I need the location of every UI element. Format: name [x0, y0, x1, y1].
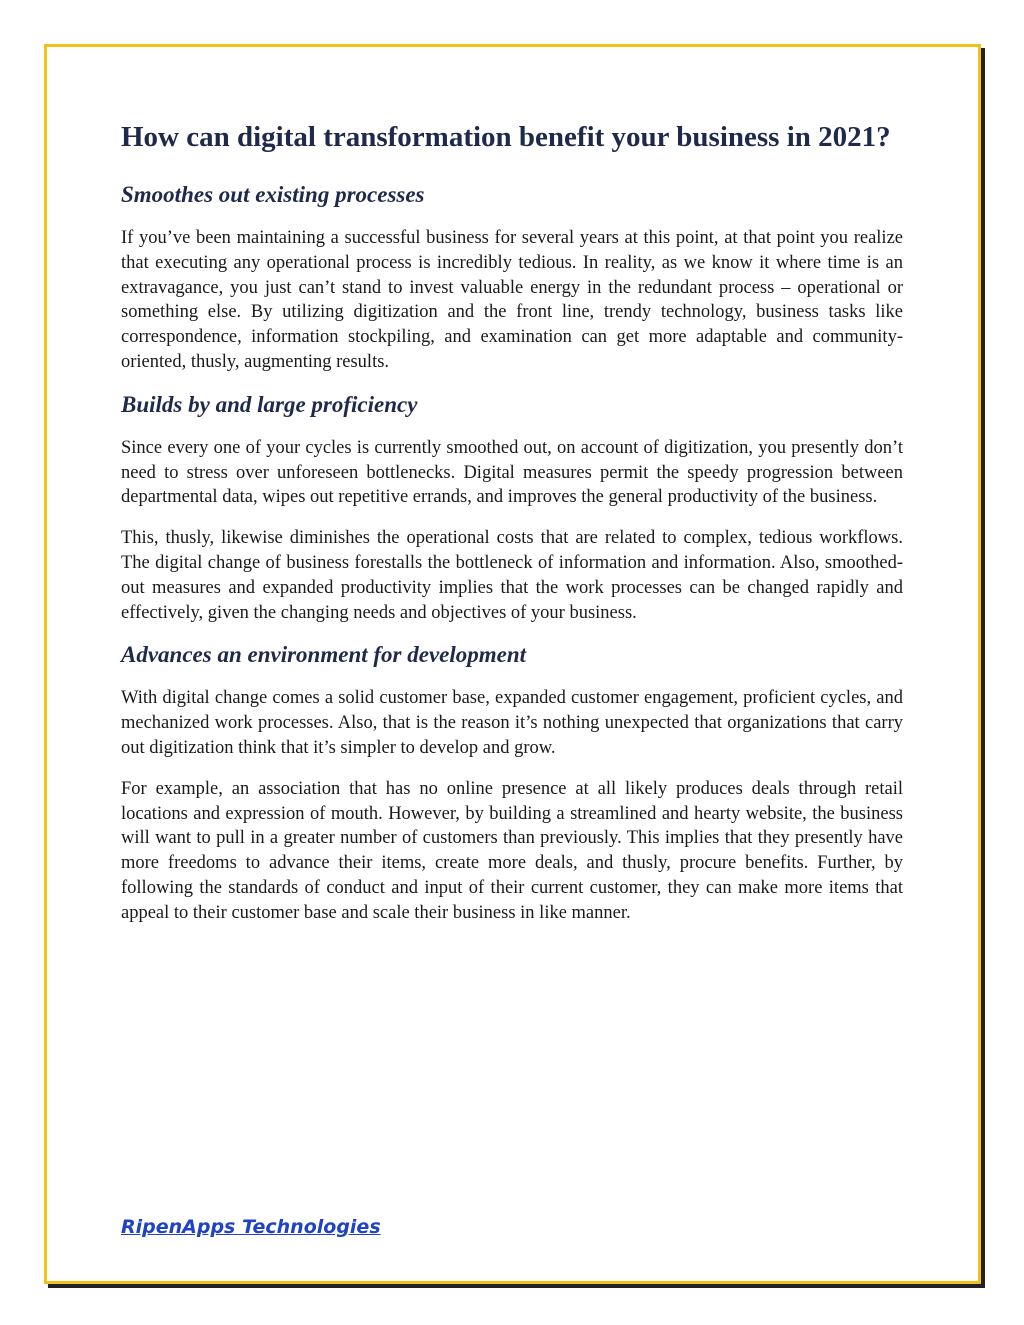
section-builds-proficiency	[121, 391, 903, 626]
paragraph: With digital change comes a solid customer base, expanded customer engagement, proficient cycles, and mechanized work processes. Also, that is the reason it’s nothing unexpected that organizations that carry out digitization think that it’s simpler to develop and grow.	[121, 688, 903, 758]
section-heading: Builds by and large proficiency	[121, 391, 418, 417]
ripenapps-link[interactable]: RipenApps Technologies	[121, 1216, 381, 1238]
document-body	[121, 118, 903, 942]
section-smoothes-out	[121, 181, 903, 375]
paragraph: Since every one of your cycles is currently smoothed out, on account of digitization, you presently don’t need to stress over unforeseen bottlenecks. Digital measures permit the speedy progression between departmental data, wipes out repetitive errands, and improves the general productivity of the business.	[121, 437, 903, 508]
section-advances-environment	[121, 641, 903, 925]
document-title: How can digital transformation benefit your business in 2021?	[121, 121, 891, 153]
paragraph: For example, an association that has no online presence at all likely produces deals through retail locations and expression of mouth. However, by building a streamlined and hearty website, the business will want to pull in a greater number of customers than previously. This implies that they presently have more freedoms to advance their items, create more deals, and thusly, procure benefits. Further, by following the standards of conduct and input of their current customer, they can make more items that appeal to their customer base and scale their business in like manner.	[121, 778, 903, 923]
section-heading: Smoothes out existing processes	[121, 182, 425, 207]
paragraph: This, thusly, likewise diminishes the operational costs that are related to complex, tedious workflows. The digital change of business forestalls the bottleneck of information and information. Also, smoothed-out measures and expanded productivity implies that the work processes can be changed rapidly and effectively, given the changing needs and objectives of your business.	[121, 528, 903, 623]
paragraph: If you’ve been maintaining a successful business for several years at this point, at that point you realize that executing any operational process is incredibly tedious. In reality, as we know it where time is an extravagance, you just can’t stand to invest valuable energy in the redundant process – operational or something else. By utilizing digitization and the front line, trendy technology, business tasks like correspondence, information stockpiling, and examination can get more adaptable and community-oriented, thusly, augmenting results.	[121, 228, 903, 372]
section-heading: Advances an environment for development	[121, 642, 527, 668]
